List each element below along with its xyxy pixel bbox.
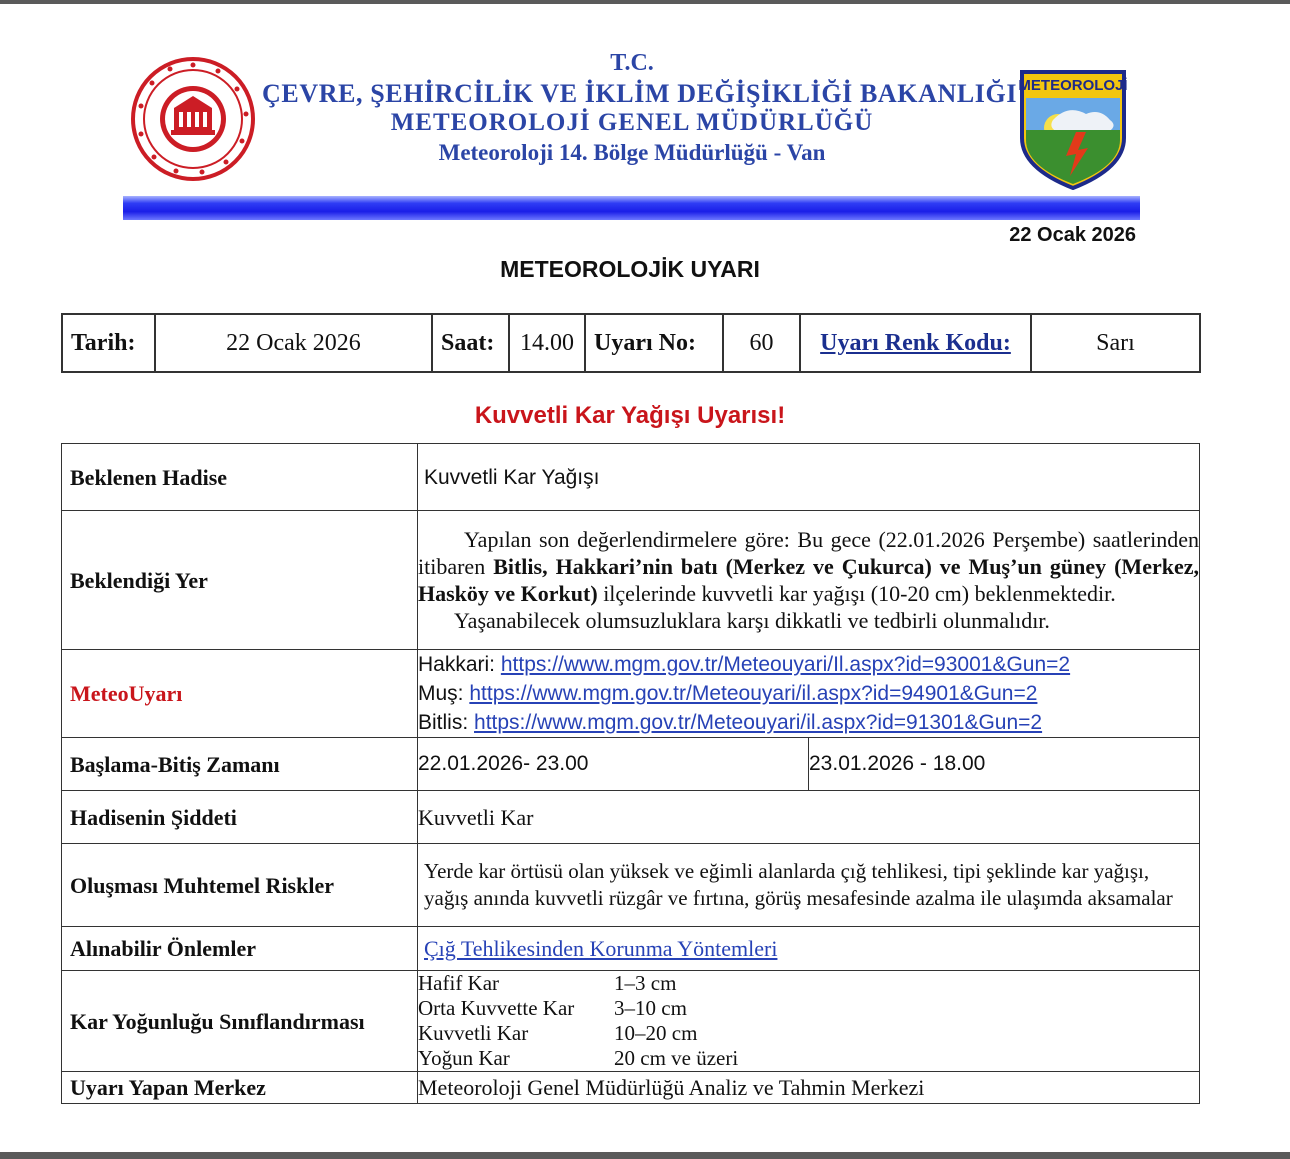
date-value: 22 Ocak 2026 bbox=[155, 314, 432, 372]
end-time: 23.01.2026 - 18.00 bbox=[809, 752, 986, 775]
start-end-value bbox=[418, 738, 1200, 791]
snow-classification-value bbox=[418, 971, 1200, 1072]
avalanche-protection-link[interactable]: Çığ Tehlikesinden Korunma Yöntemleri bbox=[424, 936, 778, 961]
place-text-bold: Bitlis, Hakkari’nin batı (Merkez ve Çukurca) ve Muş’un güney (Merkez, Hasköy ve Korkut) bbox=[418, 554, 1199, 606]
time-value: 14.00 bbox=[509, 314, 585, 372]
mus-warning-link[interactable]: https://www.mgm.gov.tr/Meteouyari/il.aspx?id=94901&Gun=2 bbox=[469, 682, 1038, 705]
top-border bbox=[0, 0, 1290, 4]
header-regional-office: Meteoroloji 14. Bölge Müdürlüğü - Van bbox=[438, 140, 826, 165]
list-item: Hafif Kar 1–3 cm bbox=[418, 971, 677, 995]
issuing-center-value: Meteoroloji Genel Müdürlüğü Analiz ve Tahmin Merkezi bbox=[418, 1072, 1200, 1104]
warning-details-table bbox=[61, 443, 1200, 1104]
meteouyari-label: MeteoUyarı bbox=[62, 650, 418, 738]
place-text-c: ilçelerinde kuvvetli kar yağışı (10-20 cm) beklenmektedir. bbox=[597, 581, 1116, 606]
table-row bbox=[62, 511, 1200, 650]
warning-number-label: Uyarı No: bbox=[585, 314, 723, 372]
logo-text: METEOROLOJİ bbox=[1018, 77, 1128, 94]
table-row bbox=[62, 650, 1200, 738]
warning-title: Kuvvetli Kar Yağışı Uyarısı! bbox=[474, 402, 786, 429]
document-date: 22 Ocak 2026 bbox=[1009, 224, 1136, 246]
expected-place-value bbox=[418, 511, 1200, 650]
caution-note: Yaşanabilecek olumsuzluklara karşı dikkatli ve tedbirli olunmalıdır. bbox=[454, 608, 1050, 633]
bottom-border bbox=[0, 1152, 1290, 1159]
date-label: Tarih: bbox=[62, 314, 155, 372]
issuing-center-label: Uyarı Yapan Merkez bbox=[62, 1072, 418, 1104]
risks-value: Yerde kar örtüsü olan yüksek ve eğimli alanlarda çığ tehlikesi, tipi şeklinde kar yağışı, yağış anında kuvvetli rüzgâr ve fırtına, görüş mesafesinde azalma ile ulaşımda aksamalar bbox=[418, 844, 1200, 927]
ministry-seal-icon bbox=[130, 56, 256, 182]
start-end-label: Başlama-Bitiş Zamanı bbox=[62, 738, 418, 791]
measures-label: Alınabilir Önlemler bbox=[62, 927, 418, 971]
link-line-hakkari: Hakkari: https://www.mgm.gov.tr/Meteouyari/Il.aspx?id=93001&Gun=2 bbox=[418, 653, 1071, 676]
snow-classification-label: Kar Yoğunluğu Sınıflandırması bbox=[62, 971, 418, 1072]
table-row bbox=[62, 738, 1200, 791]
header-ministry: ÇEVRE, ŞEHİRCİLİK VE İKLİM DEĞİŞİKLİĞİ BAKANLIĞI bbox=[262, 79, 1018, 108]
meteorology-logo bbox=[1018, 68, 1128, 190]
table-row bbox=[62, 444, 1200, 511]
header-directorate: METEOROLOJİ GENEL MÜDÜRLÜĞÜ bbox=[390, 109, 874, 136]
meteorology-shield-icon bbox=[1018, 68, 1128, 190]
list-item: Yoğun Kar 20 cm ve üzeri bbox=[418, 1046, 739, 1070]
color-code-value: Sarı bbox=[1031, 314, 1200, 372]
table-row bbox=[62, 844, 1200, 927]
risks-label: Oluşması Muhtemel Riskler bbox=[62, 844, 418, 927]
time-label: Saat: bbox=[432, 314, 509, 372]
list-item: Kuvvetli Kar 10–20 cm bbox=[418, 1021, 698, 1045]
link-line-mus: Muş: https://www.mgm.gov.tr/Meteouyari/il.aspx?id=94901&Gun=2 bbox=[418, 682, 1038, 705]
header-tc: T.C. bbox=[610, 50, 654, 76]
table-row bbox=[62, 791, 1200, 844]
severity-label: Hadisenin Şiddeti bbox=[62, 791, 418, 844]
expected-event-value: Kuvvetli Kar Yağışı bbox=[418, 444, 1200, 511]
hakkari-warning-link[interactable]: https://www.mgm.gov.tr/Meteouyari/Il.aspx?id=93001&Gun=2 bbox=[500, 653, 1071, 676]
list-item: Orta Kuvvette Kar 3–10 cm bbox=[418, 996, 687, 1020]
expected-event-label: Beklenen Hadise bbox=[62, 444, 418, 511]
bitlis-warning-link[interactable]: https://www.mgm.gov.tr/Meteouyari/il.aspx?id=91301&Gun=2 bbox=[474, 711, 1043, 734]
table-row bbox=[62, 971, 1200, 1072]
color-code-link[interactable]: Uyarı Renk Kodu: bbox=[820, 329, 1011, 356]
severity-value: Kuvvetli Kar bbox=[418, 791, 1200, 844]
document-title: METEOROLOJİK UYARI bbox=[500, 256, 760, 282]
expected-place-label: Beklendiği Yer bbox=[62, 511, 418, 650]
table-row bbox=[62, 927, 1200, 971]
warning-number-value: 60 bbox=[723, 314, 800, 372]
start-time: 22.01.2026- 23.00 bbox=[418, 738, 809, 790]
header-divider bbox=[123, 196, 1140, 220]
meteouyari-links bbox=[418, 650, 1200, 738]
place-text-a: Yapılan son değerlendirmelere göre: Bu gece (22.01.2026 Perşembe) saatlerinden itibaren bbox=[418, 527, 1199, 579]
link-line-bitlis: Bitlis: https://www.mgm.gov.tr/Meteouyari/il.aspx?id=91301&Gun=2 bbox=[418, 711, 1043, 734]
info-table bbox=[61, 313, 1201, 373]
expected-place-paragraph bbox=[418, 526, 1199, 607]
table-row bbox=[62, 1072, 1200, 1104]
